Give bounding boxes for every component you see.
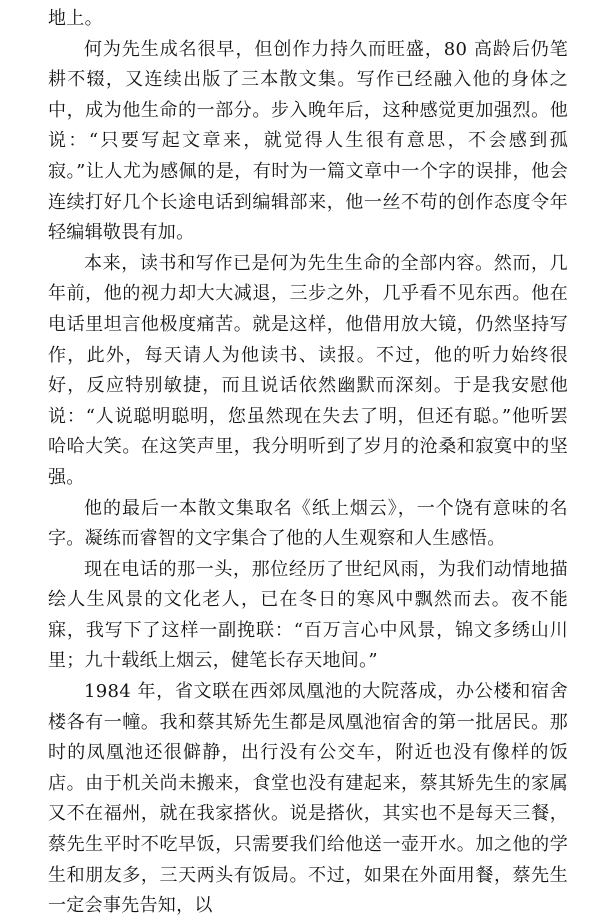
paragraph-writing-life: 何为先生成名很早，但创作力持久而旺盛，80 高龄后仍笔耕不辍，又连续出版了三本散文集。写作已经融入他的身体之中，成为他生命的一部分。步入晚年后，这种感觉更加强烈。他说：“只要写起文章来，就觉得人生很有意思，不会感到孤寂。”让人尤为感佩的是，有时为一篇文章中一个字的误排，他会连续打好几个长途电话到编辑部来，他一丝不苟的创作态度令年轻编辑敬畏有加。 bbox=[48, 38, 568, 244]
paragraph-elegy: 现在电话的那一头，那位经历了世纪风雨，为我们动情地描绘人生风景的文化老人，已在冬日的寒风中飘然而去。夜不能寐，我写下了这样一副挽联：“百万言心中风景，锦文多绣山川里；九十载纸上烟云，健笔长存天地间。” bbox=[48, 558, 568, 672]
paragraph-fenghuangchi: 1984 年，省文联在西郊凤凰池的大院落成，办公楼和宿舍楼各有一幢。我和蔡其矫先生都是凤凰池宿舍的第一批居民。那时的凤凰池还很僻静，出行没有公交车，附近也没有像样的饭店。由于机关尚未搬来，食堂也没有建起来，蔡其矫先生的家属又不在福州，就在我家搭伙。说是搭伙，其实也不是每天三餐，蔡先生平时不吃早饭，只需要我们给他送一壶开水。加之他的学生和朋友多，三天两头有饭局。不过，如果在外面用餐，蔡先生一定会事先告知，以 bbox=[48, 681, 568, 917]
document-page bbox=[48, 4, 568, 922]
paragraph-eyesight: 本来，读书和写作已是何为先生生命的全部内容。然而，几年前，他的视力却大大减退，三步之外，几乎看不见东西。他在电话里坦言他极度痛苦。就是这样，他借用放大镜，仍然坚持写作，此外，每天请人为他读书、读报。不过，他的听力始终很好，反应特别敏捷，而且说话依然幽默而深刻。于是我安慰他说：“人说聪明聪明，您虽然现在失去了明，但还有聪。”他听罢哈哈大笑。在这笑声里，我分明听到了岁月的沧桑和寂寞中的坚强。 bbox=[48, 252, 568, 488]
paragraph-last-collection: 他的最后一本散文集取名《纸上烟云》，一个饶有意味的名字。凝练而睿智的文字集合了他的人生观察和人生感悟。 bbox=[48, 497, 568, 550]
paragraph-continuation: 地上。 bbox=[48, 8, 103, 29]
